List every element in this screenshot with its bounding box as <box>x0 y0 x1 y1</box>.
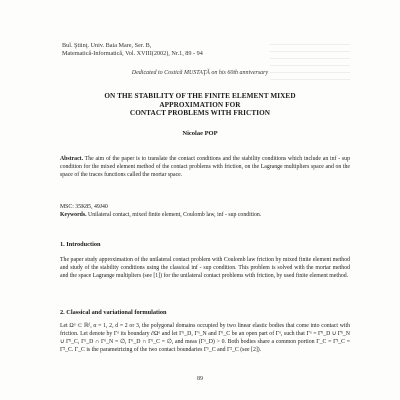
dedication: Dedicated to Costică MUSTAŢĂ on his 60th anniversary <box>131 70 269 76</box>
msc-classification: MSC: 35K85, 49J40 <box>60 204 108 210</box>
title-line-2: APPROXIMATION FOR <box>159 100 241 109</box>
title-line-1: ON THE STABILITY OF THE FINITE ELEMENT MIXED <box>104 92 296 100</box>
paper-title <box>50 92 350 118</box>
journal-line-1: Bul. Ştiinţ. Univ. Baia Mare, Ser. B, <box>62 42 152 49</box>
section-text-formulation: Let Ωᵅ ⊂ ℝᵈ, α = 1, 2, d = 2 or 3, the polygonal domains occupied by two linear elastic bodies that come into contact with friction. Let denote by Γᵅ its boundary ∂Ωᵅ and let Γᵅ_D, Γᵅ_N and Γᵅ_C be an open part of Γᵅ, such that Γᵅ = Γ̄ᵅ_D ∪ Γ̄ᵅ_N ∪ Γ̄ᵅ_C, Γᵅ_D ∩ Γᵅ_N = ∅, Γᵅ_D ∩ Γᵅ_C = ∅, and meas (Γᵅ_D) > 0. Both bodies share a common portion Γ_C = Γ̄¹_C = Γ̄²_C. Γ_C is the parametrizing of the two contact boundaries Γ¹_C and Γ²_C (see [2]). <box>60 323 350 353</box>
section-heading-introduction: 1. Introduction <box>60 241 101 248</box>
title-line-3: CONTACT PROBLEMS WITH FRICTION <box>129 109 271 117</box>
keywords-text: Unilateral contact, mixed finite element, Coulomb law, inf - sup condition. <box>88 212 262 218</box>
bleed-through-text: ________________________________ ________________________________ ________________________________ ________________________________ ________________________________ ________________________________ <box>270 41 350 81</box>
journal-reference <box>62 42 282 58</box>
abstract <box>60 155 350 179</box>
author-name: Nicolae POP <box>182 130 218 137</box>
page-number: 89 <box>197 376 203 382</box>
section-heading-formulation: 2. Classical and variational formulation <box>60 309 167 316</box>
keywords-label: Keywords. <box>60 212 87 218</box>
section-text-introduction: The paper study approximation of the unilateral contact problem with Coulomb law friction by mixed finite element method and study of the stability conditions using the classical inf - sup condition. This problem is solved with the mortar method and the space Lagrange multipliers (see [1]) for the unilateral contact problems with friction, by used finite element method. <box>60 257 350 279</box>
keywords <box>60 211 350 219</box>
abstract-label: Abstract. <box>60 156 84 162</box>
abstract-text: The aim of the paper is to translate the contact conditions and the stability conditions which include an inf - sup condition for the mixed element method of the contact problems with friction, on the Lagrange multipliers space and on the space of the traces functions called the mortar space. <box>60 156 350 178</box>
journal-line-2: Matematică-Informatică, Vol. XVIII(2002), Nr.1, 89 - 94 <box>62 50 203 57</box>
